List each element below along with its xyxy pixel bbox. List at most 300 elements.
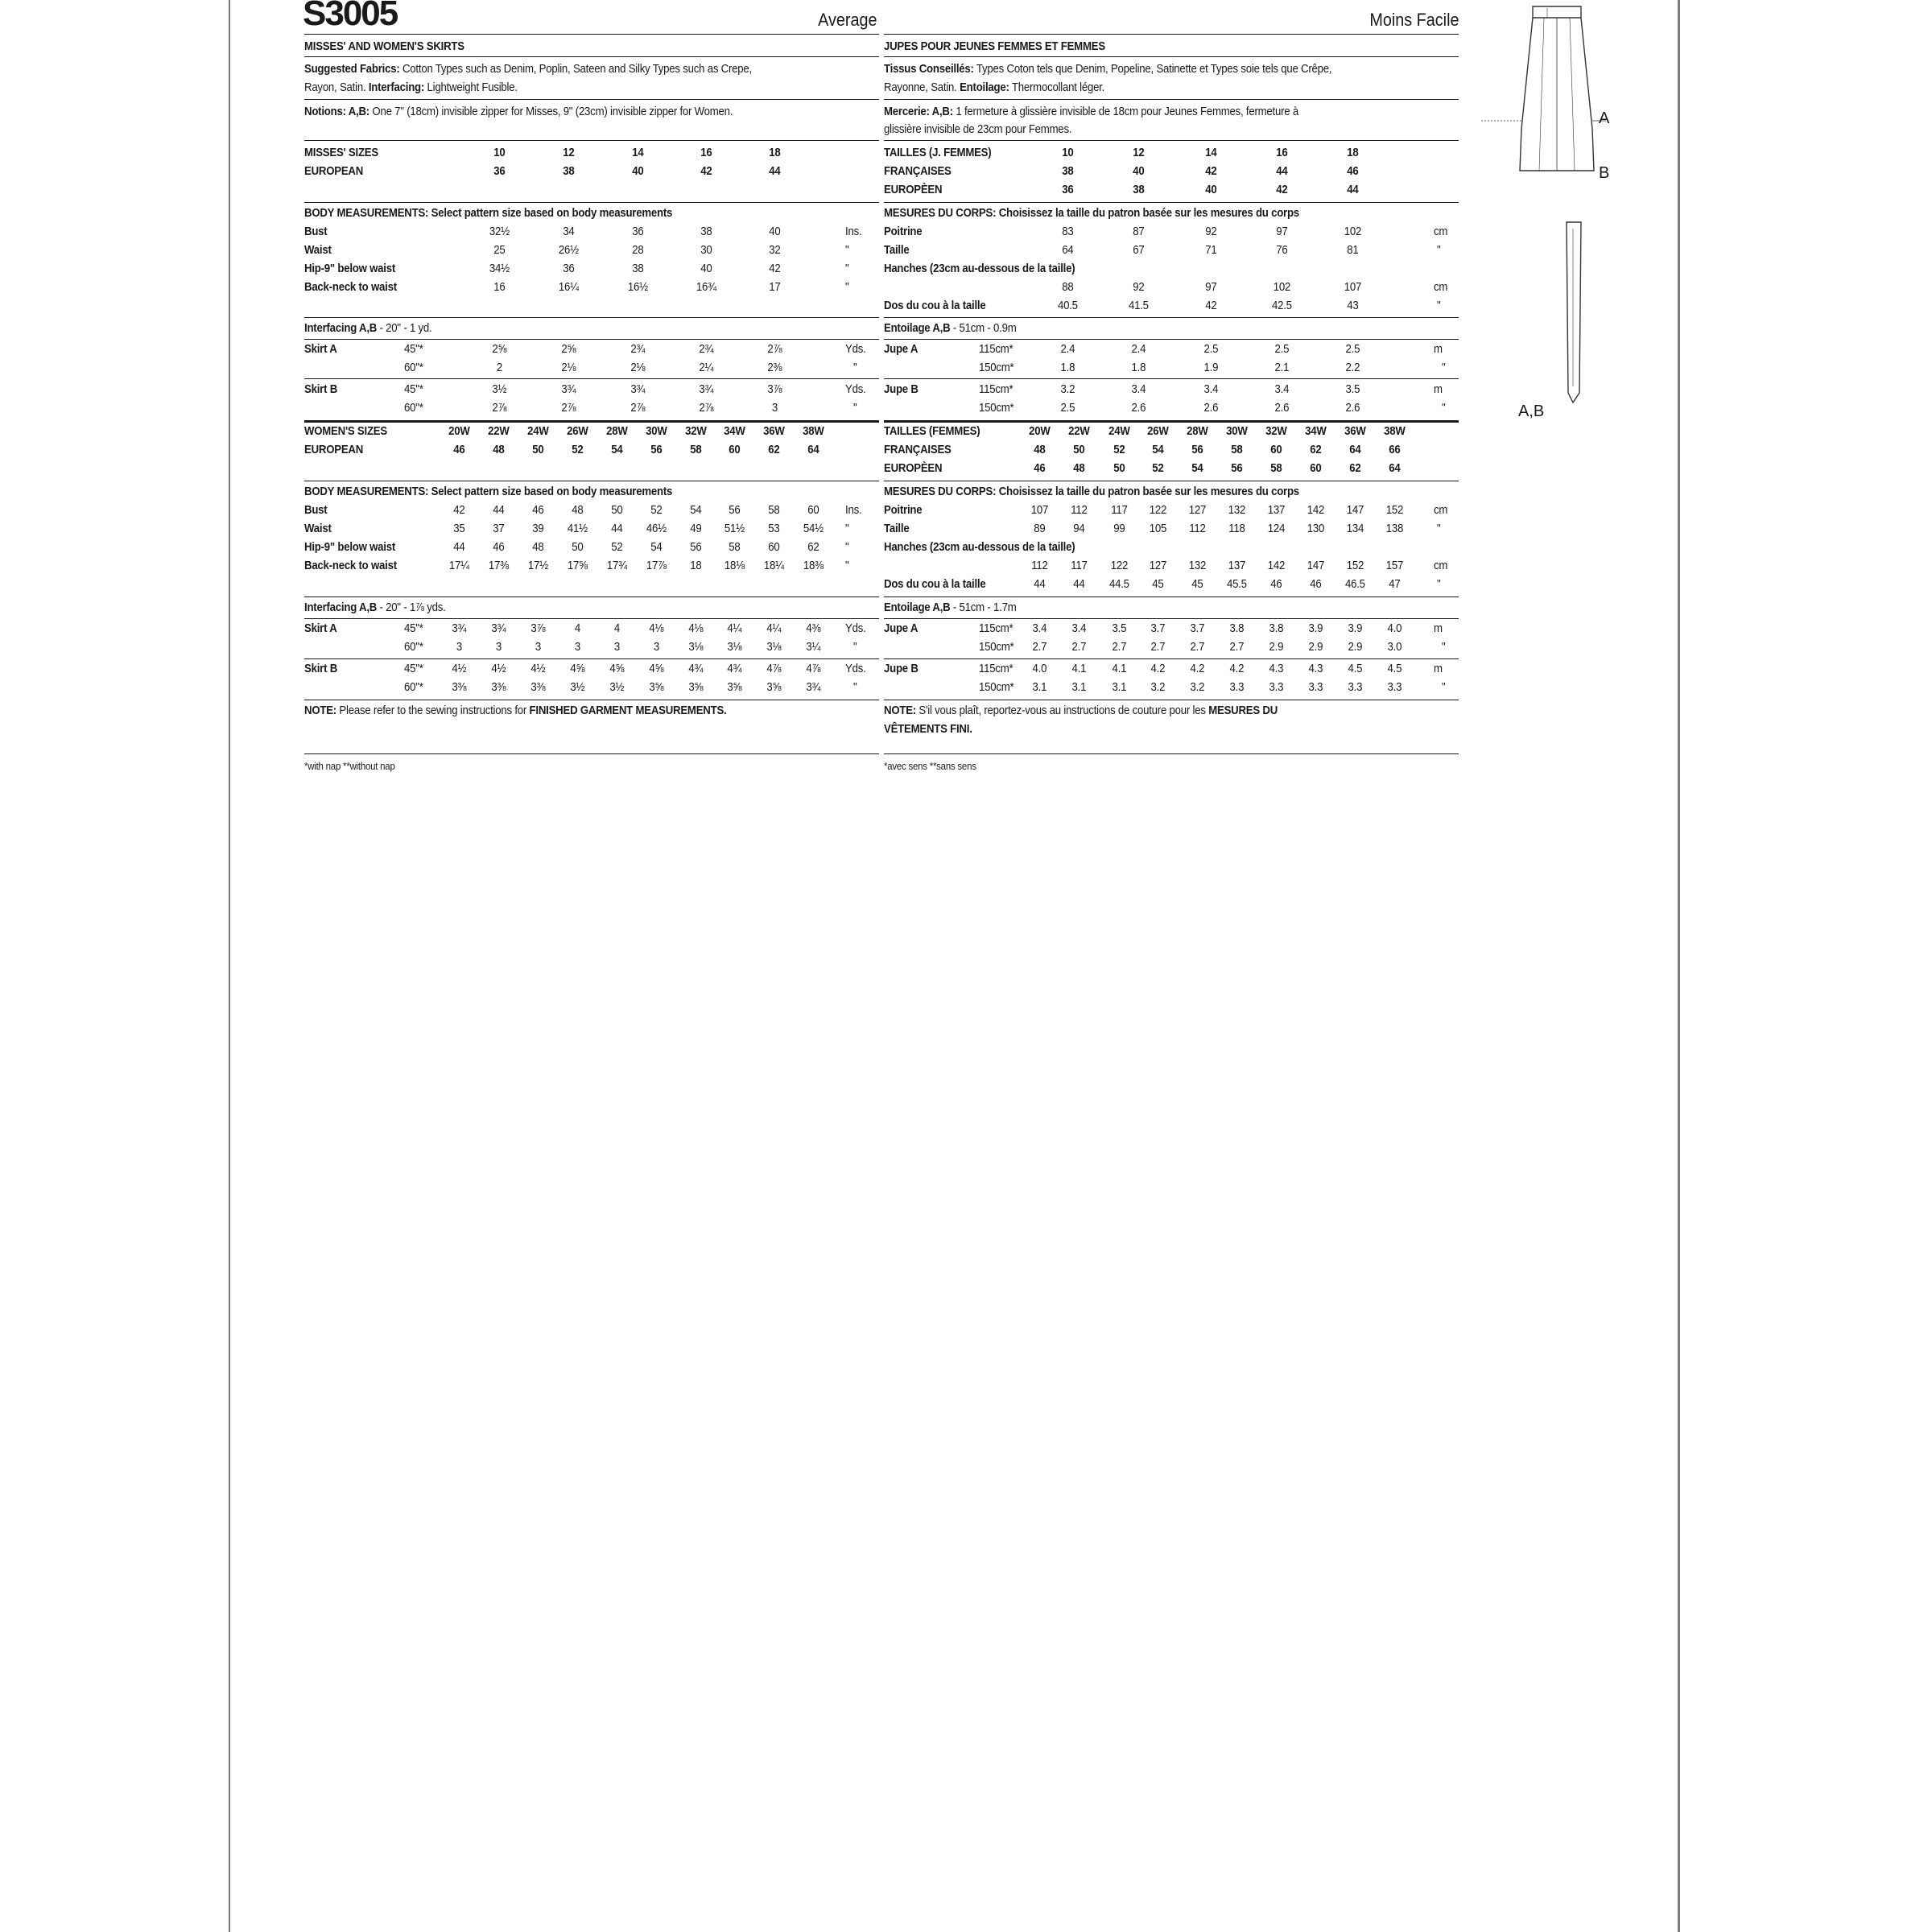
unit-label: m: [1434, 342, 1443, 356]
yardage-cell: 3: [771, 401, 778, 415]
yardage-cell: 3⅛: [727, 640, 742, 654]
measurement-cell: 97: [1205, 280, 1217, 294]
size-cell: 38: [1133, 183, 1145, 196]
yardage-cell: 3⅛: [688, 640, 704, 654]
view-a-label: A: [1599, 109, 1610, 127]
measurement-label: Back-neck to waist: [304, 280, 397, 294]
measurement-cell: 17⅞: [646, 559, 667, 572]
fabric-width: 150cm*: [979, 680, 1014, 694]
unit-label: ": [1437, 577, 1441, 591]
size-cell: 56: [1191, 443, 1203, 456]
unit-label: ": [1437, 522, 1441, 535]
fabric-width: 150cm*: [979, 361, 1014, 374]
measurement-cell: 46: [1270, 577, 1282, 591]
measurement-cell: 58: [768, 503, 780, 517]
rule-line: [884, 339, 1459, 340]
interfacing-heading-part: - 20" - 1⅞ yds.: [377, 601, 446, 614]
measurement-cell: 117: [1071, 559, 1088, 572]
size-cell: 46: [453, 443, 465, 456]
measurement-cell: 28: [632, 243, 644, 257]
size-cell: 52: [572, 443, 584, 456]
measurement-cell: 38: [700, 225, 712, 238]
measurement-cell: 83: [1062, 225, 1074, 238]
page-edge-left: [229, 0, 230, 1932]
body-measurements-heading: [304, 205, 672, 221]
size-cell: 38: [563, 164, 575, 178]
yardage-cell: 4.3: [1308, 662, 1323, 675]
measurement-cell: 112: [1189, 522, 1206, 535]
measurement-cell: 42: [453, 503, 465, 517]
european-label: EUROPÈEN: [884, 183, 943, 196]
yardage-cell: 2⅜: [767, 361, 782, 374]
size-cell: 54: [611, 443, 623, 456]
size-cell: 22W: [488, 424, 510, 438]
measurement-cell: 60: [807, 503, 819, 517]
measurement-label: Bust: [304, 225, 328, 238]
yardage-cell: 4¾: [688, 662, 704, 675]
skirt-a-label: Skirt A: [304, 342, 337, 356]
note-text-part: MESURES DU: [1208, 704, 1278, 717]
yardage-cell: 3¼: [806, 640, 821, 654]
yardage-cell: 3½: [570, 680, 585, 694]
measurement-cell: 41½: [567, 522, 588, 535]
measurement-cell: 112: [1071, 503, 1088, 517]
measurement-cell: 16: [493, 280, 506, 294]
yardage-cell: 2⅞: [699, 401, 714, 415]
yardage-cell: 4.0: [1032, 662, 1047, 675]
yardage-cell: 4¼: [766, 621, 782, 635]
measurement-cell: 26½: [558, 243, 579, 257]
jupe-b-label: Jupe B: [884, 382, 919, 396]
unit-label: Ins.: [845, 503, 862, 517]
yardage-cell: 4.3: [1269, 662, 1284, 675]
size-cell: 50: [532, 443, 544, 456]
notions-text-part: 1 fermeture à glissière invisible de 18cm pour Jeunes Femmes, fermeture à: [956, 105, 1298, 118]
yardage-cell: 4.2: [1150, 662, 1166, 675]
measurement-cell: 18⅜: [803, 559, 824, 572]
size-cell: 50: [1073, 443, 1085, 456]
measurement-cell: 18⅛: [724, 559, 745, 572]
yardage-cell: 2: [496, 361, 502, 374]
size-cell: 20W: [1029, 424, 1051, 438]
yardage-cell: 2.2: [1345, 361, 1360, 374]
size-cell: 26W: [1147, 424, 1169, 438]
size-cell: 42: [1205, 164, 1217, 178]
measurement-cell: 99: [1113, 522, 1125, 535]
skirt-b-label: Skirt B: [304, 382, 338, 396]
unit-label: m: [1434, 662, 1443, 675]
thick-rule: [884, 420, 1459, 423]
yardage-cell: 4½: [491, 662, 506, 675]
yardage-cell: 4⅝: [649, 662, 664, 675]
unit-label: ": [845, 559, 849, 572]
body-measurements-heading-part: BODY MEASUREMENTS:: [304, 485, 429, 498]
measurement-cell: 50: [572, 540, 584, 554]
measurement-cell: 147: [1346, 503, 1364, 517]
view-ab-label: A,B: [1518, 402, 1545, 420]
yardage-cell: 2⅛: [561, 361, 576, 374]
skirt-b-label: Skirt B: [304, 662, 338, 675]
measurement-cell: 44: [611, 522, 623, 535]
measurement-label: Hip-9" below waist: [304, 262, 396, 275]
size-cell: 64: [1349, 443, 1361, 456]
measurement-cell: 44: [493, 503, 505, 517]
unit-label: ": [853, 680, 857, 694]
note-text: VÊTEMENTS FINI.: [884, 722, 972, 736]
unit-label: ": [845, 540, 849, 554]
footnote: *avec sens **sans sens: [884, 760, 976, 772]
yardage-cell: 2.7: [1112, 640, 1127, 654]
yardage-cell: 2⅞: [492, 401, 507, 415]
measurement-cell: 58: [729, 540, 741, 554]
yardage-cell: 2⅝: [561, 342, 576, 356]
measurement-cell: 56: [690, 540, 702, 554]
size-cell: 42: [700, 164, 712, 178]
yardage-cell: 4: [574, 621, 580, 635]
measurement-cell: 46.5: [1344, 577, 1365, 591]
rule-line: [884, 658, 1459, 659]
measurement-cell: 46½: [646, 522, 667, 535]
unit-label: ": [845, 280, 849, 294]
measurement-cell: 45: [1152, 577, 1164, 591]
measurement-label: Dos du cou à la taille: [884, 299, 986, 312]
measurement-cell: 92: [1205, 225, 1217, 238]
unit-label: ": [845, 262, 849, 275]
yardage-cell: 2.4: [1131, 342, 1146, 356]
yardage-cell: 4¼: [727, 621, 742, 635]
yardage-cell: 2⅞: [767, 342, 782, 356]
yardage-cell: 3: [653, 640, 659, 654]
measurement-cell: 105: [1149, 522, 1167, 535]
size-cell: 10: [1062, 146, 1074, 159]
yardage-cell: 1.9: [1203, 361, 1219, 374]
size-cell: 16: [700, 146, 712, 159]
note-text-part: Please refer to the sewing instructions for: [339, 704, 527, 717]
measurement-cell: 42.5: [1271, 299, 1292, 312]
yardage-cell: 3.7: [1190, 621, 1205, 635]
yardage-cell: 2.6: [1203, 401, 1219, 415]
measurement-cell: 54½: [803, 522, 824, 535]
measurement-cell: 32: [769, 243, 781, 257]
measurement-cell: 137: [1267, 503, 1286, 517]
page-edge-right: [1678, 0, 1680, 1932]
size-cell: 66: [1389, 443, 1401, 456]
unit-label: Yds.: [845, 621, 866, 635]
measurement-cell: 157: [1385, 559, 1404, 572]
fabric-width: 60"*: [404, 361, 423, 374]
measurement-cell: 46: [532, 503, 544, 517]
body-measurements-heading-part: Select pattern size based on body measurements: [431, 485, 673, 498]
yardage-cell: 4⅜: [806, 621, 821, 635]
waistband-shape: [1533, 6, 1581, 18]
rule-line: [304, 658, 879, 659]
yardage-cell: 2.4: [1060, 342, 1075, 356]
yardage-cell: 2.1: [1274, 361, 1290, 374]
yardage-cell: 2.5: [1203, 342, 1219, 356]
yardage-cell: 3: [535, 640, 541, 654]
measurement-cell: 71: [1205, 243, 1217, 257]
size-cell: 22W: [1068, 424, 1090, 438]
fabric-width: 45"*: [404, 382, 423, 396]
measurement-cell: 81: [1347, 243, 1359, 257]
size-cell: 18: [1347, 146, 1359, 159]
body-measurements-heading-part: MESURES DU CORPS:: [884, 485, 997, 498]
size-cell: 62: [1310, 443, 1322, 456]
yardage-cell: 4⅞: [766, 662, 782, 675]
size-cell: 34W: [1305, 424, 1327, 438]
yardage-cell: 3: [495, 640, 502, 654]
measurement-cell: 87: [1133, 225, 1145, 238]
measurement-cell: 16¾: [696, 280, 716, 294]
yardage-cell: 3.4: [1274, 382, 1290, 396]
size-cell: 36W: [1344, 424, 1366, 438]
notions-text-part: One 7" (18cm) invisible zipper for Misses, 9" (23cm) invisible zipper for Women.: [372, 105, 733, 118]
unit-label: ": [845, 243, 849, 257]
yardage-cell: 2.7: [1190, 640, 1205, 654]
measurement-cell: 127: [1188, 503, 1207, 517]
header-rule: [304, 34, 879, 35]
size-cell: 40: [632, 164, 644, 178]
yardage-cell: 3.9: [1348, 621, 1363, 635]
measurement-cell: 42: [769, 262, 781, 275]
measurement-cell: 36: [563, 262, 575, 275]
fabric-width: 45"*: [404, 621, 423, 635]
measurement-label: Hanches (23cm au-dessous de la taille): [884, 540, 1075, 554]
yardage-cell: 2.9: [1308, 640, 1323, 654]
size-cell: 62: [1349, 461, 1361, 475]
unit-label: ": [853, 361, 857, 374]
unit-label: Yds.: [845, 342, 866, 356]
size-cell: 42: [1276, 183, 1288, 196]
size-cell: 40: [1133, 164, 1145, 178]
measurement-cell: 62: [807, 540, 819, 554]
interfacing-heading: [884, 600, 1016, 615]
measurement-cell: 38: [632, 262, 644, 275]
size-cell: 64: [807, 443, 819, 456]
fabrics-text-part: Interfacing:: [368, 80, 425, 94]
yardage-cell: 4⅞: [806, 662, 821, 675]
measurement-cell: 18¼: [763, 559, 784, 572]
size-cell: 24W: [1108, 424, 1130, 438]
fabrics-text-part: Thermocollant léger.: [1011, 80, 1105, 94]
fabrics-text-part: Rayon, Satin.: [304, 80, 366, 94]
yardage-cell: 3.5: [1345, 382, 1360, 396]
interfacing-heading-part: Entoilage A,B: [884, 601, 951, 614]
yardage-cell: 3⅜: [491, 680, 506, 694]
measurement-cell: 122: [1110, 559, 1129, 572]
fabrics-text: [884, 61, 1331, 76]
interfacing-heading-part: Interfacing A,B: [304, 321, 378, 335]
size-cell: 30W: [646, 424, 667, 438]
yardage-cell: 3: [574, 640, 580, 654]
yardage-cell: 4.1: [1071, 662, 1087, 675]
fabric-width: 150cm*: [979, 401, 1014, 415]
yardage-cell: 3.7: [1150, 621, 1166, 635]
yardage-cell: 4.1: [1112, 662, 1127, 675]
measurement-cell: 134: [1346, 522, 1364, 535]
measurement-label: Dos du cou à la taille: [884, 577, 986, 591]
measurement-label: Poitrine: [884, 503, 923, 517]
yardage-cell: 3: [613, 640, 620, 654]
measurement-cell: 94: [1073, 522, 1085, 535]
fabrics-text: [304, 80, 518, 95]
size-cell: 30W: [1226, 424, 1248, 438]
unit-label: ": [845, 522, 849, 535]
yardage-cell: 2⅛: [630, 361, 646, 374]
notions-text: [304, 104, 733, 119]
unit-label: cm: [1434, 225, 1448, 238]
interfacing-heading: [884, 320, 1016, 336]
yardage-cell: 3.3: [1229, 680, 1245, 694]
measurement-cell: 51½: [724, 522, 745, 535]
measurement-cell: 60: [768, 540, 780, 554]
note-text-part: FINISHED GARMENT MEASUREMENTS.: [529, 704, 727, 717]
yardage-cell: 3⅞: [530, 621, 546, 635]
size-cell: 60: [1270, 443, 1282, 456]
yardage-cell: 3½: [492, 382, 507, 396]
rule-line: [304, 99, 879, 100]
size-cell: 56: [1231, 461, 1243, 475]
measurement-cell: 89: [1034, 522, 1046, 535]
yardage-cell: 3.2: [1190, 680, 1205, 694]
measurement-cell: 39: [532, 522, 544, 535]
note-text-part: S'il vous plaît, reportez-vous au instructions de couture pour les: [919, 704, 1206, 717]
size-cell: 48: [1073, 461, 1085, 475]
measurement-cell: 42: [1205, 299, 1217, 312]
measurement-cell: 67: [1133, 243, 1145, 257]
yardage-cell: 3.1: [1032, 680, 1047, 694]
measurement-cell: 122: [1149, 503, 1167, 517]
fabrics-text-part: Rayonne, Satin.: [884, 80, 957, 94]
fabric-width: 150cm*: [979, 640, 1014, 654]
yardage-cell: 3.4: [1071, 621, 1087, 635]
rule-line: [304, 618, 879, 619]
size-cell: 24W: [527, 424, 549, 438]
yardage-cell: 2.7: [1032, 640, 1047, 654]
jupe-a-label: Jupe A: [884, 342, 919, 356]
note-text-part: NOTE:: [304, 704, 336, 717]
fabric-width: 115cm*: [979, 342, 1013, 356]
measurement-cell: 88: [1062, 280, 1074, 294]
yardage-cell: 3.1: [1071, 680, 1087, 694]
measurement-cell: 25: [493, 243, 506, 257]
yardage-cell: 3.2: [1150, 680, 1166, 694]
size-cell: 46: [1034, 461, 1046, 475]
yardage-cell: 3.3: [1387, 680, 1402, 694]
size-cell: 36: [1062, 183, 1074, 196]
yardage-cell: 3⅜: [530, 680, 546, 694]
size-cell: 38W: [803, 424, 824, 438]
unit-label: ": [1442, 361, 1446, 374]
yardage-cell: 3⅝: [727, 680, 742, 694]
measurement-cell: 138: [1385, 522, 1404, 535]
measurement-cell: 32½: [489, 225, 510, 238]
size-cell: 12: [1133, 146, 1145, 159]
size-cell: 38W: [1384, 424, 1406, 438]
yardage-cell: 3¾: [452, 621, 467, 635]
note-text: [304, 703, 726, 718]
rule-line: [304, 202, 879, 203]
yardage-cell: 3¾: [699, 382, 714, 396]
rule-line: [304, 56, 879, 57]
size-cell: 32W: [1265, 424, 1287, 438]
measurement-cell: 53: [768, 522, 780, 535]
fabrics-text-part: Entoilage:: [960, 80, 1009, 94]
yardage-cell: 2.9: [1348, 640, 1363, 654]
measurement-cell: 16½: [627, 280, 648, 294]
unit-label: ": [853, 640, 857, 654]
size-cell: 52: [1152, 461, 1164, 475]
technical-drawings: [1481, 0, 1666, 451]
measurement-cell: 17¾: [606, 559, 627, 572]
women-sizes-label: WOMEN'S SIZES: [304, 424, 387, 438]
section-title: JUPES POUR JEUNES FEMMES ET FEMMES: [884, 39, 1105, 53]
note-text-part: NOTE:: [884, 704, 916, 717]
unit-label: m: [1434, 621, 1443, 635]
unit-label: ": [1442, 401, 1446, 415]
measurement-label: Waist: [304, 243, 332, 257]
measurement-cell: 142: [1307, 503, 1325, 517]
measurement-cell: 47: [1389, 577, 1401, 591]
european-label: EUROPEAN: [304, 443, 364, 456]
yardage-cell: 2.6: [1345, 401, 1360, 415]
measurement-cell: 54: [690, 503, 702, 517]
size-cell: 38: [1062, 164, 1074, 178]
size-cell: 56: [650, 443, 663, 456]
misses-sizes-label: TAILLES (J. FEMMES): [884, 146, 992, 159]
measurement-cell: 43: [1347, 299, 1359, 312]
measurement-cell: 40: [700, 262, 712, 275]
measurement-cell: 137: [1228, 559, 1246, 572]
measurement-cell: 112: [1031, 559, 1048, 572]
size-cell: 18: [769, 146, 781, 159]
measurement-cell: 118: [1228, 522, 1245, 535]
measurement-cell: 117: [1111, 503, 1128, 517]
fabric-width: 60"*: [404, 640, 423, 654]
yardage-cell: 3¾: [806, 680, 821, 694]
measurement-cell: 34: [563, 225, 575, 238]
size-cell: 52: [1113, 443, 1125, 456]
footnote: *with nap **without nap: [304, 760, 395, 772]
yardage-cell: 3⅝: [649, 680, 664, 694]
body-measurements-heading-part: BODY MEASUREMENTS:: [304, 206, 429, 220]
fabrics-text-part: Lightweight Fusible.: [427, 80, 518, 94]
size-cell: 16: [1276, 146, 1288, 159]
unit-label: ": [1442, 680, 1446, 694]
body-measurements-heading: [304, 484, 672, 499]
yardage-cell: 4⅝: [609, 662, 625, 675]
yardage-cell: 3⅛: [766, 640, 782, 654]
rule-line: [884, 140, 1459, 141]
yardage-cell: 4½: [530, 662, 546, 675]
francaises-label: FRANÇAISES: [884, 443, 952, 456]
yardage-cell: 4⅛: [649, 621, 664, 635]
yardage-cell: 3.8: [1229, 621, 1245, 635]
yardage-cell: 3⅝: [766, 680, 782, 694]
size-cell: 64: [1389, 461, 1401, 475]
yardage-cell: 3.5: [1112, 621, 1127, 635]
fabric-width: 115cm*: [979, 382, 1013, 396]
rule-line: [304, 378, 879, 379]
notions-text-part: Notions: A,B:: [304, 105, 369, 118]
yardage-cell: 4½: [452, 662, 467, 675]
measurement-cell: 17½: [527, 559, 548, 572]
yardage-cell: 4: [613, 621, 620, 635]
unit-label: cm: [1434, 559, 1448, 572]
body-measurements-heading-part: MESURES DU CORPS:: [884, 206, 997, 220]
rule-line: [884, 56, 1459, 57]
interfacing-heading: [304, 320, 431, 336]
